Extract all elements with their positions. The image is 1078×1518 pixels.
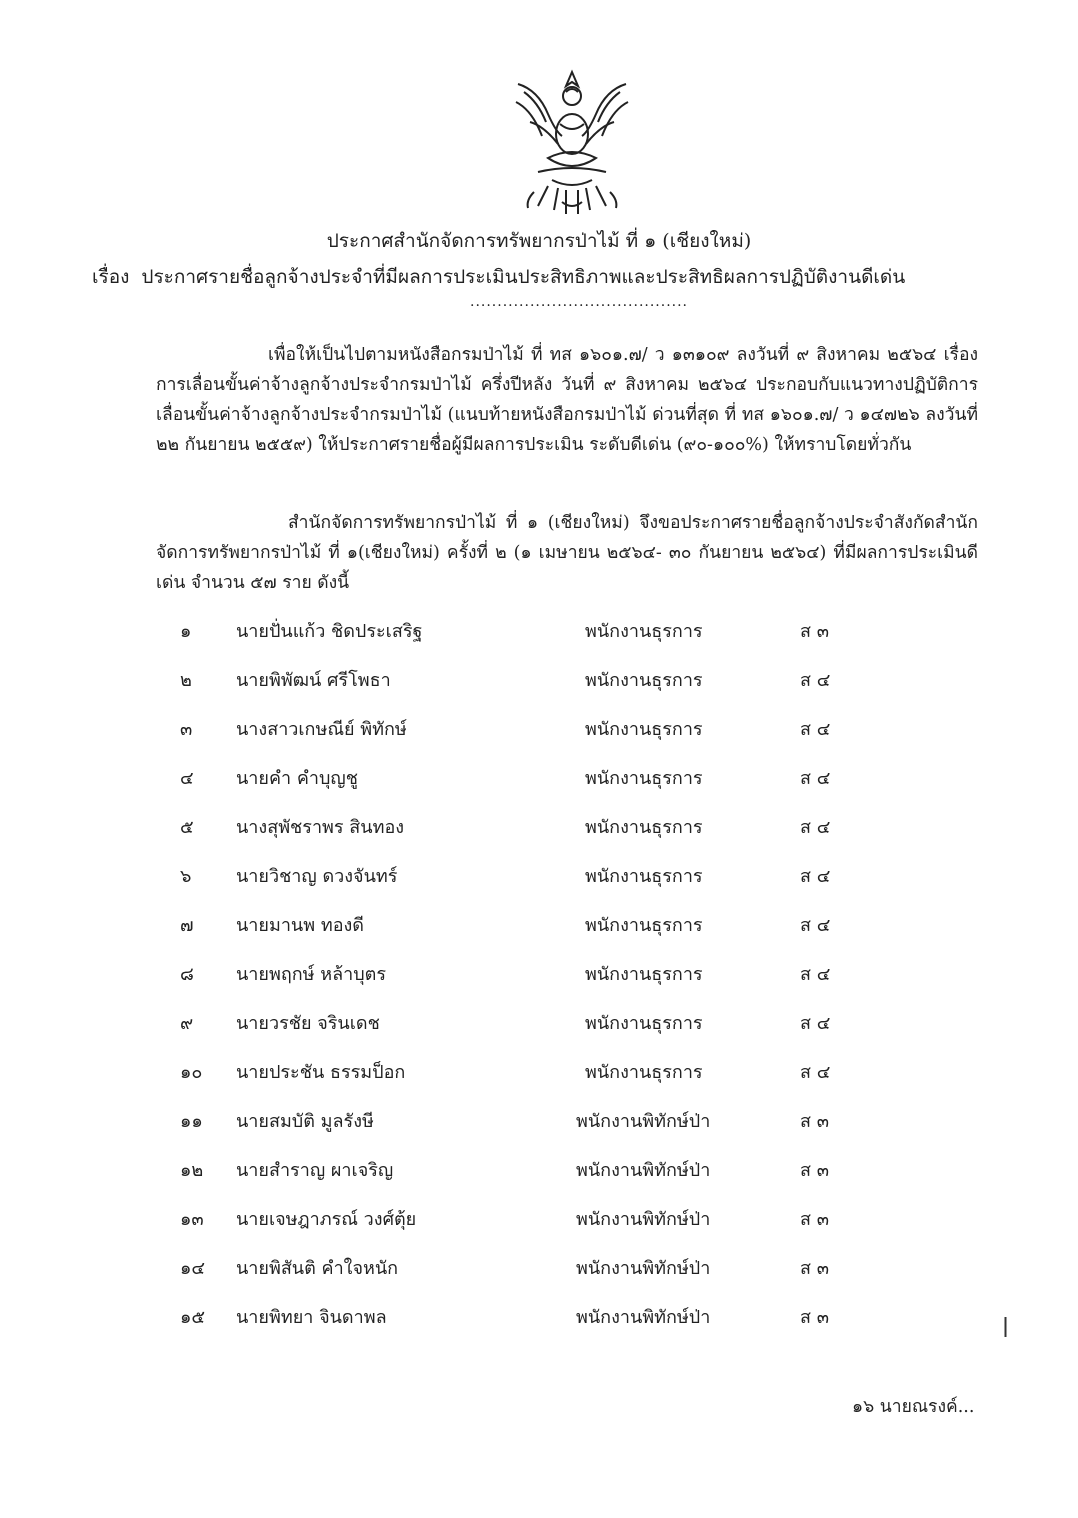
subject-text: ประกาศรายชื่อลูกจ้างประจำที่มีผลการประเมินประสิทธิภาพและประสิทธิผลการปฏิบัติงานดีเด่น	[141, 266, 906, 288]
item-number: ๖	[180, 866, 192, 887]
item-number: ๑๔	[180, 1258, 206, 1279]
employee-position: พนักงานธุรการ	[585, 719, 703, 740]
item-number: ๗	[180, 915, 194, 936]
employee-position: พนักงานพิทักษ์ป่า	[576, 1209, 711, 1230]
margin-mark-icon	[1003, 1316, 1008, 1338]
continuation-note: ๑๖ นายณรงค์...	[852, 1397, 975, 1417]
employee-position: พนักงานพิทักษ์ป่า	[576, 1258, 711, 1279]
employee-name: นางสาวเกษณีย์ พิทักษ์	[236, 719, 407, 740]
employee-name: นางสุพัชราพร สินทอง	[236, 817, 405, 838]
item-number: ๓	[180, 719, 193, 740]
employee-grade: ส ๔	[800, 964, 831, 985]
list-item	[0, 1302, 1078, 1332]
employee-grade: ส ๓	[800, 1209, 830, 1230]
employee-name: นายปั่นแก้ว ชิดประเสริฐ	[236, 621, 423, 642]
announcement-title: ประกาศสำนักจัดการทรัพยากรป่าไม้ ที่ ๑ (เชียงใหม่)	[326, 230, 752, 252]
employee-name: นายมานพ ทองดี	[236, 915, 364, 936]
item-number: ๙	[180, 1013, 194, 1034]
employee-name: นายสำราญ ผาเจริญ	[236, 1160, 394, 1181]
paragraph-reference: เพื่อให้เป็นไปตามหนังสือกรมป่าไม้ ที่ ทส ๑๖๐๑.๗/ ว ๑๓๑๐๙ ลงวันที่ ๙ สิงหาคม ๒๕๖๔ เรื่อง การเลื่อนขั้นค่าจ้างลูกจ้างประจำกรมป่าไม้ ครึ่งปีหลัง วันที่ ๙ สิงหาคม ๒๕๖๔ ประกอบกับแนวทางปฏิบัติการเลื่อนขั้นค่าจ้างลูกจ้างประจำกรมป่าไม้ (แนบท้ายหนังสือกรมป่าไม้ ด่วนที่สุด ที่ ทส ๑๖๐๑.๗/ ว ๑๔๗๒๖ ลงวันที่ ๒๒ กันยายน ๒๕๕๙) ให้ประกาศรายชื่อผู้มีผลการประเมิน ระดับดีเด่น (๙๐-๑๐๐%) ให้ทราบโดยทั่วกัน	[156, 345, 978, 455]
employee-grade: ส ๓	[800, 1160, 830, 1181]
employee-name: นายคำ คำบุญชู	[236, 768, 358, 789]
employee-name: นายสมบัติ มูลรังษี	[236, 1111, 374, 1132]
employee-grade: ส ๔	[800, 1062, 831, 1083]
employee-grade: ส ๔	[800, 817, 831, 838]
employee-name: นายวิชาญ ดวงจันทร์	[236, 866, 398, 887]
employee-grade: ส ๔	[800, 719, 831, 740]
item-number: ๑๑	[180, 1111, 203, 1132]
employee-position: พนักงานธุรการ	[585, 964, 703, 985]
list-item	[0, 616, 1078, 646]
employee-grade: ส ๓	[800, 1307, 830, 1328]
item-number: ๑๕	[180, 1307, 206, 1328]
employee-grade: ส ๔	[800, 915, 831, 936]
employee-grade: ส ๔	[800, 1013, 831, 1034]
list-item	[0, 1057, 1078, 1087]
garuda-emblem-icon	[508, 62, 636, 222]
item-number: ๔	[180, 768, 194, 789]
list-item	[0, 1204, 1078, 1234]
employee-name: นายเจษฎาภรณ์ วงศ์ตุ้ย	[236, 1209, 417, 1230]
list-item	[0, 1106, 1078, 1136]
employee-position: พนักงานธุรการ	[585, 1013, 703, 1034]
employee-position: พนักงานธุรการ	[585, 1062, 703, 1083]
item-number: ๑๐	[180, 1062, 203, 1083]
subject-label: เรื่อง	[92, 266, 130, 288]
list-item	[0, 1253, 1078, 1283]
item-number: ๑๒	[180, 1160, 204, 1181]
employee-position: พนักงานพิทักษ์ป่า	[576, 1111, 711, 1132]
employee-grade: ส ๓	[800, 621, 830, 642]
employee-grade: ส ๓	[800, 1258, 830, 1279]
employee-position: พนักงานพิทักษ์ป่า	[576, 1307, 711, 1328]
paragraph-announcement: สำนักจัดการทรัพยากรป่าไม้ ที่ ๑ (เชียงใหม่) จึงขอประกาศรายชื่อลูกจ้างประจำสังกัดสำนักจัดการทรัพยากรป่าไม้ ที่ ๑(เชียงใหม่) ครั้งที่ ๒ (๑ เมษายน ๒๕๖๔- ๓๐ กันยายน ๒๕๖๔) ที่มีผลการประเมินดีเด่น จำนวน ๕๗ ราย ดังนี้	[156, 513, 978, 593]
employee-name: นายพิสันติ คำใจหนัก	[236, 1258, 399, 1279]
item-number: ๕	[180, 817, 194, 838]
item-number: ๘	[180, 964, 194, 985]
list-item	[0, 763, 1078, 793]
list-item	[0, 861, 1078, 891]
list-item	[0, 910, 1078, 940]
list-item	[0, 665, 1078, 695]
employee-position: พนักงานพิทักษ์ป่า	[576, 1160, 711, 1181]
employee-name: นายพิทยา จินดาพล	[236, 1307, 387, 1328]
employee-grade: ส ๔	[800, 866, 831, 887]
item-number: ๑	[180, 621, 192, 642]
employee-position: พนักงานธุรการ	[585, 621, 703, 642]
item-number: ๑๓	[180, 1209, 204, 1230]
employee-name: นายวรชัย จรินเดช	[236, 1013, 380, 1034]
employee-position: พนักงานธุรการ	[585, 670, 703, 691]
employee-name: นายพิพัฒน์ ศรีโพธา	[236, 670, 391, 691]
item-number: ๒	[180, 670, 192, 691]
announcement-subject	[92, 262, 905, 292]
title-separator: ........................................	[470, 294, 689, 310]
employee-position: พนักงานธุรการ	[585, 915, 703, 936]
employee-position: พนักงานธุรการ	[585, 768, 703, 789]
employee-position: พนักงานธุรการ	[585, 817, 703, 838]
employee-name: นายพฤกษ์ หล้าบุตร	[236, 964, 386, 985]
list-item	[0, 959, 1078, 989]
list-item	[0, 714, 1078, 744]
list-item	[0, 1155, 1078, 1185]
list-item	[0, 812, 1078, 842]
employee-position: พนักงานธุรการ	[585, 866, 703, 887]
employee-grade: ส ๔	[800, 768, 831, 789]
employee-name: นายประชัน ธรรมป็อก	[236, 1062, 406, 1083]
employee-grade: ส ๓	[800, 1111, 830, 1132]
employee-grade: ส ๔	[800, 670, 831, 691]
list-item	[0, 1008, 1078, 1038]
